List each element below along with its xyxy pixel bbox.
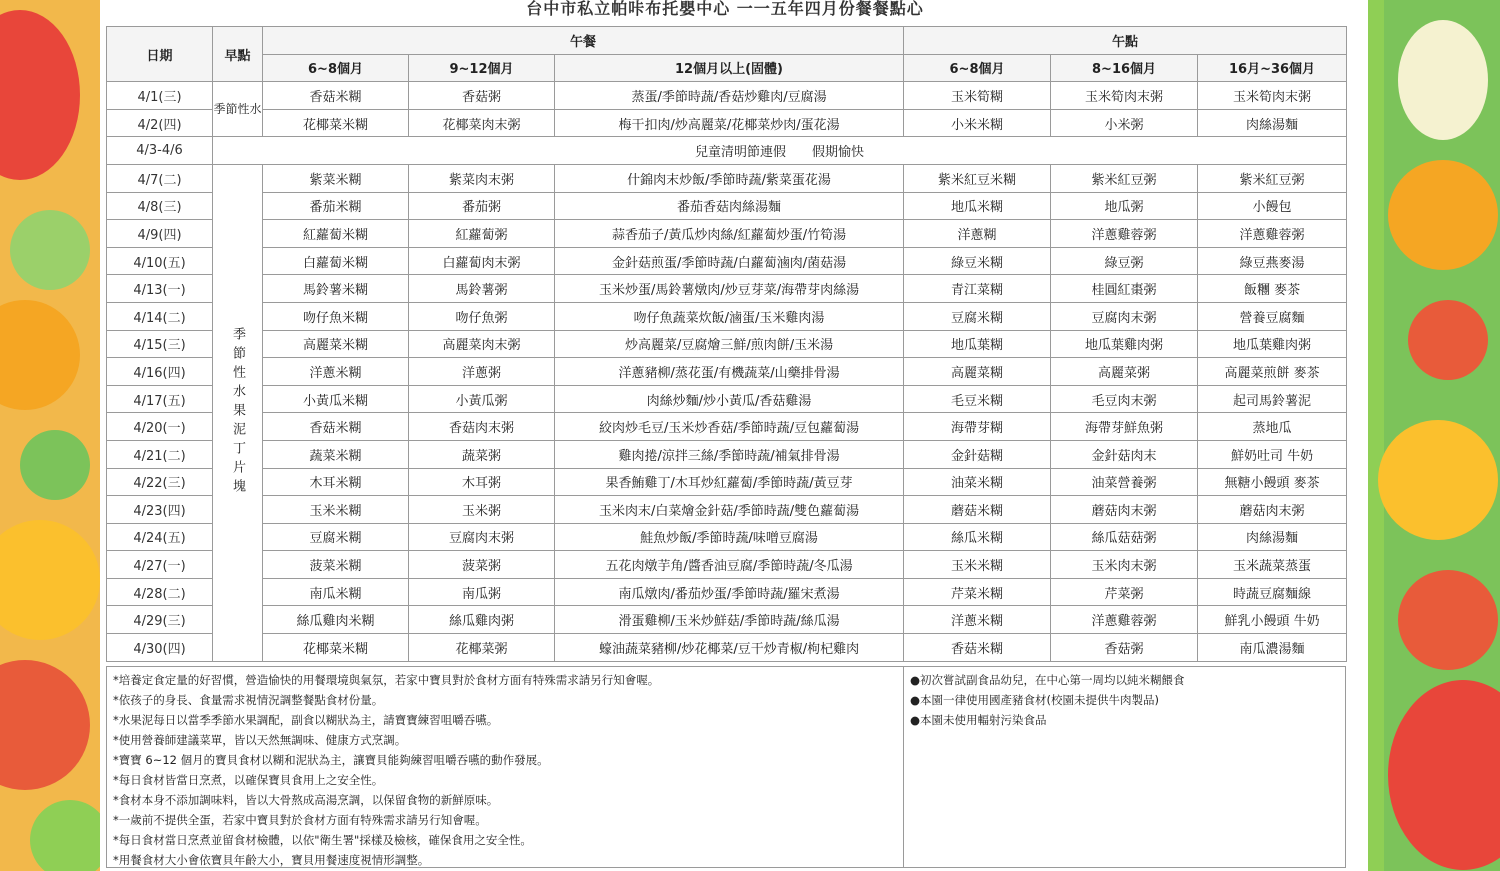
table-row [107, 578, 1347, 606]
lunch-6-8-cell: 洋蔥米糊 [263, 358, 409, 386]
notes-right [904, 667, 1345, 867]
page-title: 台中市私立帕咔布托嬰中心 一一五年四月份餐餐點心 [526, 0, 924, 18]
date-cell: 4/14(二) [107, 302, 213, 330]
leaf-shape [20, 430, 90, 500]
table-row [107, 606, 1347, 634]
table-row [107, 440, 1347, 468]
watermelon-shape [1388, 680, 1500, 870]
snack-16-36-cell: 小饅包 [1198, 192, 1347, 220]
lunch-6-8-cell: 豆腐米糊 [263, 523, 409, 551]
lunch-6-8-cell: 菠菜米糊 [263, 551, 409, 579]
lunch-6-8-cell: 高麗菜米糊 [263, 330, 409, 358]
snack-8-16-cell: 毛豆肉末粥 [1051, 385, 1198, 413]
snack-6-8-cell: 玉米筍糊 [904, 82, 1051, 110]
lunch-9-12-cell: 豆腐肉末粥 [409, 523, 555, 551]
lunch-12plus-cell: 吻仔魚蔬菜炊飯/滷蛋/玉米雞肉湯 [555, 302, 904, 330]
lunch-12plus-cell: 果香鮪雞丁/木耳炒紅蘿蔔/季節時蔬/黃豆芽 [555, 468, 904, 496]
snack-8-16-cell: 高麗菜粥 [1051, 358, 1198, 386]
snack-6-8-cell: 絲瓜米糊 [904, 523, 1051, 551]
snack-16-36-cell: 鮮奶吐司 牛奶 [1198, 440, 1347, 468]
date-cell: 4/1(三) [107, 82, 213, 110]
note-line: *一歲前不提供全蛋，若家中寶貝對於食材方面有特殊需求請另行知會喔。 [113, 813, 487, 827]
table-row [107, 358, 1347, 386]
note-line: *食材本身不添加調味料，皆以大骨熬成高湯烹調，以保留食物的新鮮原味。 [113, 793, 499, 807]
lunch-9-12-cell: 紫菜肉末粥 [409, 164, 555, 192]
table-row [107, 109, 1347, 137]
lunch-9-12-cell: 木耳粥 [409, 468, 555, 496]
snack-16-36-cell: 飯糰 麥茶 [1198, 275, 1347, 303]
lunch-12plus-cell: 絞肉炒毛豆/玉米炒香菇/季節時蔬/豆包蘿蔔湯 [555, 413, 904, 441]
snack-6-8-cell: 玉米米糊 [904, 551, 1051, 579]
table-row [107, 551, 1347, 579]
snack-16-36-cell: 肉絲湯麵 [1198, 523, 1347, 551]
lunch-6-8-cell: 蔬菜米糊 [263, 440, 409, 468]
orange-shape [0, 300, 80, 410]
snack-6-8-cell: 油菜米糊 [904, 468, 1051, 496]
note-line: ●本園一律使用國產豬食材(校園未提供牛肉製品) [910, 693, 1160, 707]
date-cell: 4/9(四) [107, 220, 213, 248]
leaf-shape [10, 210, 90, 290]
tomato-shape [1398, 570, 1498, 670]
date-cell: 4/16(四) [107, 358, 213, 386]
snack-8-16-cell: 地瓜葉雞肉粥 [1051, 330, 1198, 358]
watermelon-shape [0, 10, 80, 180]
snack-6-8-cell: 地瓜葉糊 [904, 330, 1051, 358]
snack-8-16-cell: 芹菜粥 [1051, 578, 1198, 606]
snack-6-8-cell: 青江菜糊 [904, 275, 1051, 303]
lunch-9-12-cell: 高麗菜肉末粥 [409, 330, 555, 358]
table-row [107, 192, 1347, 220]
holiday-date-cell: 4/3-4/6 [107, 137, 213, 165]
lunch-6-8-cell: 玉米米糊 [263, 496, 409, 524]
table-row [107, 82, 1347, 110]
table-row [107, 247, 1347, 275]
note-line: *寶寶 6~12 個月的寶貝食材以糊和泥狀為主，讓寶貝能夠練習咀嚼吞嚥的動作發展。 [113, 753, 549, 767]
header-breakfast: 早點 [213, 27, 263, 82]
table-row [107, 523, 1347, 551]
snack-16-36-cell: 洋蔥雞蓉粥 [1198, 220, 1347, 248]
header-snack-16-36: 16月~36個月 [1198, 54, 1347, 82]
date-cell: 4/27(一) [107, 551, 213, 579]
lunch-9-12-cell: 馬鈴薯粥 [409, 275, 555, 303]
lunch-9-12-cell: 香菇粥 [409, 82, 555, 110]
lunch-9-12-cell: 紅蘿蔔粥 [409, 220, 555, 248]
date-cell: 4/10(五) [107, 247, 213, 275]
date-cell: 4/24(五) [107, 523, 213, 551]
note-line: *水果泥每日以當季季節水果調配，副食以糊狀為主，請寶寶練習咀嚼吞嚥。 [113, 713, 499, 727]
snack-6-8-cell: 海帶芽糊 [904, 413, 1051, 441]
meal-menu-table [106, 26, 1347, 662]
snack-16-36-cell: 地瓜葉雞肉粥 [1198, 330, 1347, 358]
lunch-12plus-cell: 玉米炒蛋/馬鈴薯燉肉/炒豆芽菜/海帶芽肉絲湯 [555, 275, 904, 303]
lunch-9-12-cell: 花椰菜肉末粥 [409, 109, 555, 137]
snack-16-36-cell: 蒸地瓜 [1198, 413, 1347, 441]
lemon-shape [0, 520, 100, 640]
snack-8-16-cell: 洋蔥雞蓉粥 [1051, 220, 1198, 248]
snack-6-8-cell: 豆腐米糊 [904, 302, 1051, 330]
lunch-12plus-cell: 五花肉燉芋角/醬香油豆腐/季節時蔬/冬瓜湯 [555, 551, 904, 579]
snack-16-36-cell: 肉絲湯麵 [1198, 109, 1347, 137]
cucumber-shape [1398, 20, 1488, 140]
lunch-12plus-cell: 番茄香菇肉絲湯麵 [555, 192, 904, 220]
note-line: *依孩子的身長、食量需求視情況調整餐點食材份量。 [113, 693, 384, 707]
date-cell: 4/21(二) [107, 440, 213, 468]
date-cell: 4/29(三) [107, 606, 213, 634]
tomato-shape [1408, 300, 1488, 380]
date-cell: 4/23(四) [107, 496, 213, 524]
snack-16-36-cell: 玉米筍肉末粥 [1198, 82, 1347, 110]
snack-8-16-cell: 豆腐肉末粥 [1051, 302, 1198, 330]
lunch-6-8-cell: 紅蘿蔔米糊 [263, 220, 409, 248]
note-line: ●初次嘗試副食品幼兒，在中心第一周均以純米糊餵食 [910, 673, 1185, 687]
snack-8-16-cell: 小米粥 [1051, 109, 1198, 137]
lunch-6-8-cell: 吻仔魚米糊 [263, 302, 409, 330]
snack-6-8-cell: 香菇米糊 [904, 634, 1051, 662]
snack-6-8-cell: 紫米紅豆米糊 [904, 164, 1051, 192]
lunch-12plus-cell: 蠔油蔬菜豬柳/炒花椰菜/豆干炒青椒/枸杞雞肉 [555, 634, 904, 662]
header-lunch-9-12: 9~12個月 [409, 54, 555, 82]
lunch-6-8-cell: 香菇米糊 [263, 413, 409, 441]
lunch-9-12-cell: 白蘿蔔肉末粥 [409, 247, 555, 275]
holiday-row [107, 137, 1347, 165]
lunch-9-12-cell: 吻仔魚粥 [409, 302, 555, 330]
snack-8-16-cell: 香菇粥 [1051, 634, 1198, 662]
table-row [107, 330, 1347, 358]
snack-6-8-cell: 小米米糊 [904, 109, 1051, 137]
snack-16-36-cell: 鮮乳小饅頭 牛奶 [1198, 606, 1347, 634]
holiday-text-cell: 兒童清明節連假 假期愉快 [213, 137, 1347, 165]
lunch-6-8-cell: 番茄米糊 [263, 192, 409, 220]
lunch-12plus-cell: 蒜香茄子/黃瓜炒肉絲/紅蘿蔔炒蛋/竹筍湯 [555, 220, 904, 248]
lunch-12plus-cell: 鮭魚炒飯/季節時蔬/味噌豆腐湯 [555, 523, 904, 551]
lunch-12plus-cell: 什錦肉末炒飯/季節時蔬/紫菜蛋花湯 [555, 164, 904, 192]
note-line: *培養定食定量的好習慣，營造愉快的用餐環境與氣氛，若家中寶貝對於食材方面有特殊需求請另行知會喔。 [113, 673, 660, 687]
date-cell: 4/15(三) [107, 330, 213, 358]
fruit-decoration-left [0, 0, 100, 871]
date-cell: 4/30(四) [107, 634, 213, 662]
date-cell: 4/2(四) [107, 109, 213, 137]
lunch-12plus-cell: 炒高麗菜/豆腐燴三鮮/煎肉餅/玉米湯 [555, 330, 904, 358]
lunch-6-8-cell: 南瓜米糊 [263, 578, 409, 606]
lunch-12plus-cell: 南瓜燉肉/番茄炒蛋/季節時蔬/羅宋煮湯 [555, 578, 904, 606]
note-line: *每日食材皆當日烹煮，以確保寶貝食用上之安全性。 [113, 773, 384, 787]
date-cell: 4/17(五) [107, 385, 213, 413]
leaf-shape [30, 800, 100, 871]
snack-6-8-cell: 地瓜米糊 [904, 192, 1051, 220]
lunch-9-12-cell: 絲瓜雞肉粥 [409, 606, 555, 634]
snack-8-16-cell: 地瓜粥 [1051, 192, 1198, 220]
table-row [107, 385, 1347, 413]
breakfast-main-cell: 季節性水果泥丁片塊 [213, 164, 263, 661]
lunch-9-12-cell: 小黃瓜粥 [409, 385, 555, 413]
lunch-12plus-cell: 雞肉捲/涼拌三絲/季節時蔬/補氣排骨湯 [555, 440, 904, 468]
lunch-12plus-cell: 洋蔥豬柳/蒸花蛋/有機蔬菜/山藥排骨湯 [555, 358, 904, 386]
header-snack: 午點 [904, 27, 1347, 55]
notes-section [106, 666, 1346, 868]
lunch-9-12-cell: 洋蔥粥 [409, 358, 555, 386]
snack-6-8-cell: 蘑菇米糊 [904, 496, 1051, 524]
note-line: ●本園未使用輻射污染食品 [910, 713, 1047, 727]
snack-16-36-cell: 綠豆燕麥湯 [1198, 247, 1347, 275]
snack-6-8-cell: 高麗菜糊 [904, 358, 1051, 386]
date-cell: 4/22(三) [107, 468, 213, 496]
lunch-6-8-cell: 馬鈴薯米糊 [263, 275, 409, 303]
snack-16-36-cell: 起司馬鈴薯泥 [1198, 385, 1347, 413]
snack-6-8-cell: 芹菜米糊 [904, 578, 1051, 606]
snack-8-16-cell: 絲瓜菇菇粥 [1051, 523, 1198, 551]
date-cell: 4/8(三) [107, 192, 213, 220]
lunch-9-12-cell: 番茄粥 [409, 192, 555, 220]
lunch-12plus-cell: 玉米肉末/白菜燴金針菇/季節時蔬/雙色蘿蔔湯 [555, 496, 904, 524]
lunch-9-12-cell: 南瓜粥 [409, 578, 555, 606]
snack-16-36-cell: 玉米蔬菜蒸蛋 [1198, 551, 1347, 579]
date-cell: 4/7(二) [107, 164, 213, 192]
lunch-6-8-cell: 木耳米糊 [263, 468, 409, 496]
lunch-12plus-cell: 蒸蛋/季節時蔬/香菇炒雞肉/豆腐湯 [555, 82, 904, 110]
note-line: *使用營養師建議菜單，皆以天然無調味、健康方式烹調。 [113, 733, 407, 747]
snack-16-36-cell: 紫米紅豆粥 [1198, 164, 1347, 192]
date-cell: 4/28(二) [107, 578, 213, 606]
lunch-6-8-cell: 花椰菜米糊 [263, 109, 409, 137]
lunch-12plus-cell: 梅干扣肉/炒高麗菜/花椰菜炒肉/蛋花湯 [555, 109, 904, 137]
snack-8-16-cell: 洋蔥雞蓉粥 [1051, 606, 1198, 634]
snack-8-16-cell: 桂圓紅棗粥 [1051, 275, 1198, 303]
lunch-6-8-cell: 白蘿蔔米糊 [263, 247, 409, 275]
note-line: *每日食材當日烹煮並留食材檢體，以依"衛生署"採樣及檢核，確保食用之安全性。 [113, 833, 532, 847]
lunch-9-12-cell: 菠菜粥 [409, 551, 555, 579]
table-row [107, 220, 1347, 248]
tomato-shape [0, 660, 90, 790]
snack-8-16-cell: 綠豆粥 [1051, 247, 1198, 275]
table-row [107, 275, 1347, 303]
snack-8-16-cell: 海帶芽鮮魚粥 [1051, 413, 1198, 441]
lunch-12plus-cell: 滑蛋雞柳/玉米炒鮮菇/季節時蔬/絲瓜湯 [555, 606, 904, 634]
snack-16-36-cell: 南瓜濃湯麵 [1198, 634, 1347, 662]
table-row [107, 634, 1347, 662]
snack-8-16-cell: 油菜營養粥 [1051, 468, 1198, 496]
date-cell: 4/13(一) [107, 275, 213, 303]
lunch-9-12-cell: 香菇肉末粥 [409, 413, 555, 441]
lunch-9-12-cell: 玉米粥 [409, 496, 555, 524]
header-date: 日期 [107, 27, 213, 82]
snack-16-36-cell: 營養豆腐麵 [1198, 302, 1347, 330]
snack-6-8-cell: 毛豆米糊 [904, 385, 1051, 413]
table-row [107, 468, 1347, 496]
table-row [107, 302, 1347, 330]
menu-sheet [104, 0, 1346, 871]
snack-8-16-cell: 紫米紅豆粥 [1051, 164, 1198, 192]
orange-shape [1388, 160, 1498, 270]
snack-6-8-cell: 金針菇糊 [904, 440, 1051, 468]
snack-6-8-cell: 洋蔥米糊 [904, 606, 1051, 634]
lunch-9-12-cell: 蔬菜粥 [409, 440, 555, 468]
lemon-shape [1378, 420, 1498, 540]
snack-6-8-cell: 綠豆米糊 [904, 247, 1051, 275]
lunch-6-8-cell: 花椰菜米糊 [263, 634, 409, 662]
table-row [107, 496, 1347, 524]
lunch-9-12-cell: 花椰菜粥 [409, 634, 555, 662]
table-row [107, 164, 1347, 192]
snack-6-8-cell: 洋蔥糊 [904, 220, 1051, 248]
snack-8-16-cell: 蘑菇肉末粥 [1051, 496, 1198, 524]
snack-16-36-cell: 高麗菜煎餅 麥茶 [1198, 358, 1347, 386]
note-line: *用餐食材大小會依寶貝年齡大小，寶貝用餐速度視情形調整。 [113, 853, 430, 867]
header-lunch-6-8: 6~8個月 [263, 54, 409, 82]
header-snack-6-8: 6~8個月 [904, 54, 1051, 82]
breakfast-top-cell: 季節性水 [213, 82, 263, 137]
lunch-6-8-cell: 紫菜米糊 [263, 164, 409, 192]
lunch-6-8-cell: 絲瓜雞肉米糊 [263, 606, 409, 634]
lunch-12plus-cell: 金針菇煎蛋/季節時蔬/白蘿蔔滷肉/菌菇湯 [555, 247, 904, 275]
date-cell: 4/20(一) [107, 413, 213, 441]
lunch-6-8-cell: 小黃瓜米糊 [263, 385, 409, 413]
snack-16-36-cell: 無糖小饅頭 麥茶 [1198, 468, 1347, 496]
lunch-6-8-cell: 香菇米糊 [263, 82, 409, 110]
header-snack-8-16: 8~16個月 [1051, 54, 1198, 82]
snack-8-16-cell: 玉米肉末粥 [1051, 551, 1198, 579]
snack-16-36-cell: 時蔬豆腐麵線 [1198, 578, 1347, 606]
header-lunch: 午餐 [263, 27, 904, 55]
snack-8-16-cell: 玉米筍肉末粥 [1051, 82, 1198, 110]
header-lunch-12plus: 12個月以上(固體) [555, 54, 904, 82]
notes-left [107, 667, 904, 867]
snack-16-36-cell: 蘑菇肉末粥 [1198, 496, 1347, 524]
fruit-decoration-right [1368, 0, 1500, 871]
lunch-12plus-cell: 肉絲炒麵/炒小黃瓜/香菇雞湯 [555, 385, 904, 413]
table-row [107, 413, 1347, 441]
snack-8-16-cell: 金針菇肉末 [1051, 440, 1198, 468]
